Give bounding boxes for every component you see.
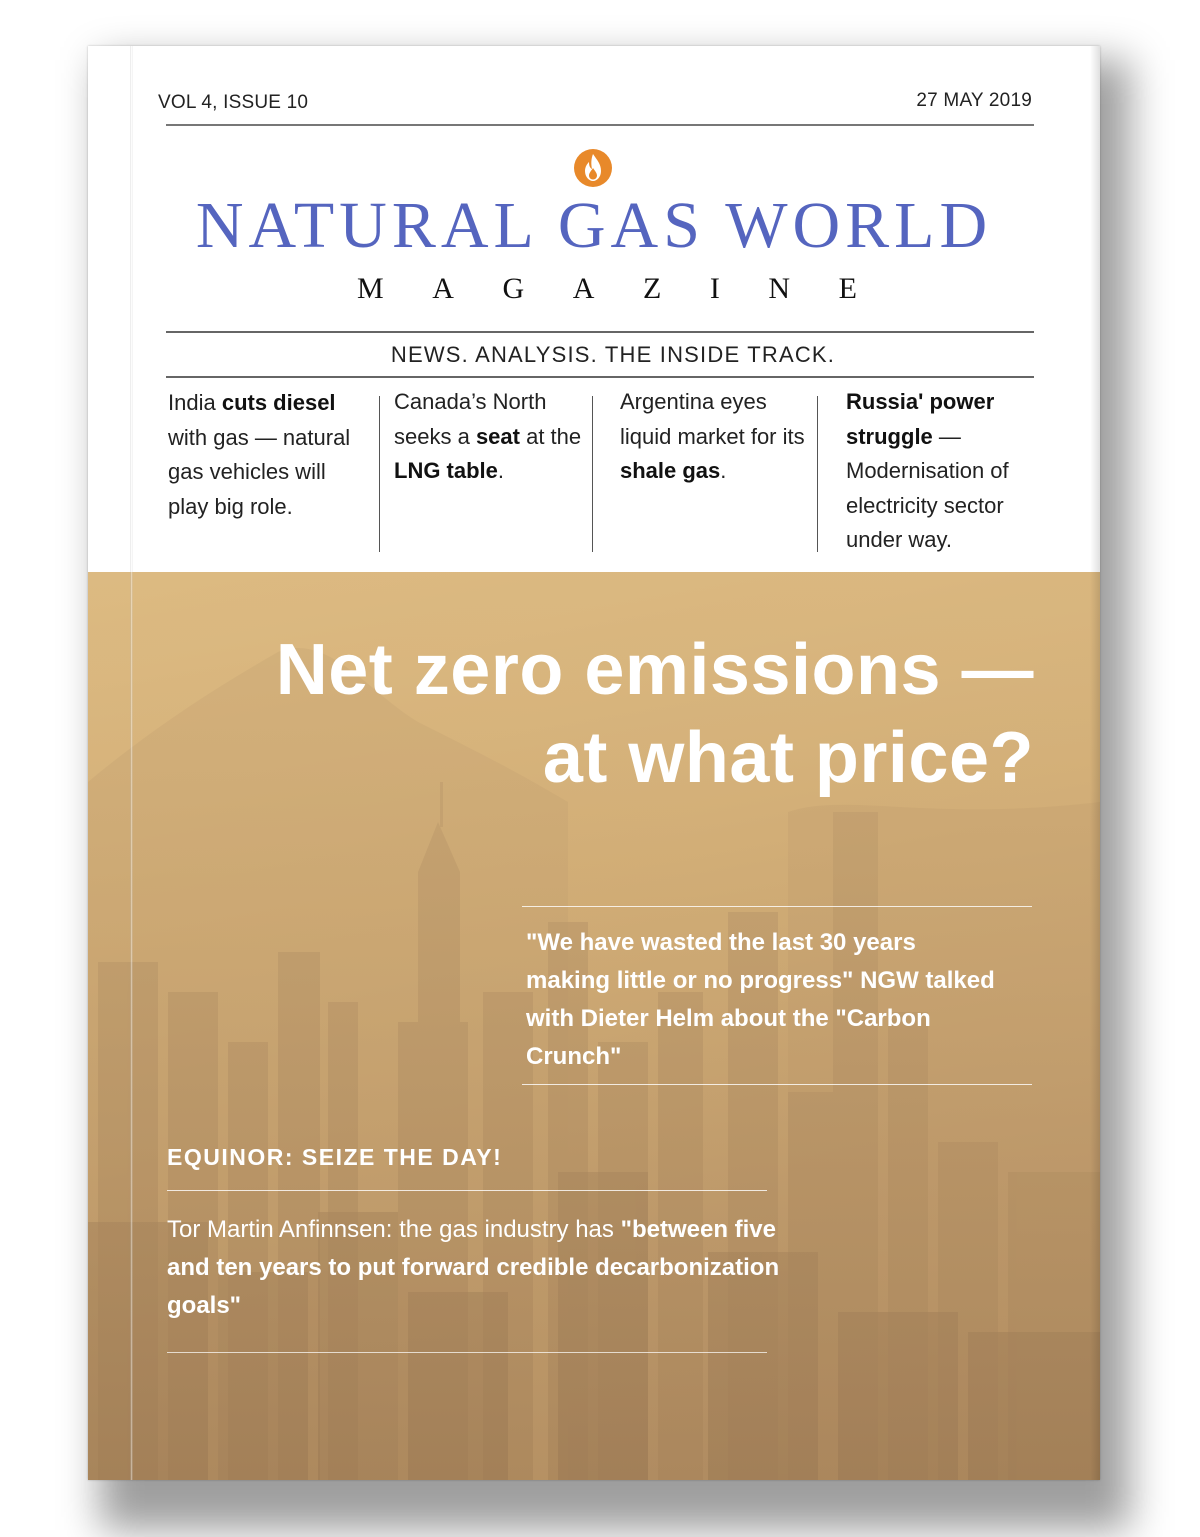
teaser-text: — Modernisation of electricity sector under way. — [846, 423, 1009, 552]
subtitle-letter: A — [572, 272, 595, 305]
teaser-text: . — [720, 458, 727, 483]
subtitle-letter: E — [838, 272, 857, 305]
secondary-text-lead: Tor Martin Anfinnsen: the gas industry has — [167, 1216, 614, 1243]
cover-headline[interactable]: Net zero emissions — at what price? — [275, 630, 1034, 798]
issue-number: VOL 4, ISSUE 10 — [158, 92, 309, 113]
magazine-cover — [88, 46, 1100, 1480]
teaser-text-bold: shale gas — [620, 458, 721, 483]
teaser-text-bold: LNG table — [394, 458, 498, 483]
teaser-text: India — [168, 390, 222, 415]
teaser-text: Argentina eyes liquid market for its — [620, 389, 805, 449]
secondary-text[interactable] — [167, 1211, 787, 1325]
teaser-text-bold: Russia' power struggle — [846, 389, 995, 449]
column-divider — [379, 396, 380, 552]
tagline-divider-top — [166, 331, 1034, 333]
subtitle-letter: Z — [642, 272, 662, 305]
subtitle-letter: M — [357, 272, 384, 305]
page-edge — [1090, 46, 1100, 1480]
subtitle-letter: I — [709, 272, 720, 305]
teaser-argentina[interactable] — [620, 385, 810, 489]
quote-divider-top — [522, 906, 1032, 907]
column-divider — [817, 396, 818, 552]
teaser-russia[interactable] — [846, 385, 1046, 558]
teaser-canada[interactable] — [394, 385, 584, 489]
subtitle-letter: G — [502, 272, 525, 305]
subtitle-letter: N — [768, 272, 791, 305]
teaser-text: at the — [519, 423, 582, 449]
secondary-divider-bottom — [167, 1352, 767, 1353]
teaser-text: Canada’s North seeks a — [394, 389, 547, 449]
tagline: NEWS. ANALYSIS. THE INSIDE TRACK. — [390, 342, 836, 367]
cover-quote[interactable]: "We have wasted the last 30 years making little or no progress" NGW talked with Dieter Helm about the "Carbon Crunch" — [526, 929, 995, 1070]
secondary-text-bold: "between five and ten years to put forward credible decarbonization goals" — [167, 1216, 780, 1319]
teaser-text: with gas — natural gas vehicles will play big role. — [168, 424, 351, 519]
subtitle-letter: A — [432, 272, 454, 305]
magazine-subtitle — [357, 272, 857, 306]
teaser-text-bold: cuts diesel — [221, 390, 336, 415]
issue-date: 27 MAY 2019 — [916, 90, 1032, 111]
secondary-heading[interactable]: EQUINOR: SEIZE THE DAY! — [167, 1144, 503, 1170]
secondary-divider-top — [167, 1190, 767, 1191]
magazine-title: NATURAL GAS WORLD — [195, 189, 993, 262]
spine-fold — [130, 46, 133, 1480]
column-divider — [592, 396, 593, 552]
teaser-india[interactable] — [168, 386, 368, 524]
top-divider — [166, 124, 1034, 126]
teaser-text: . — [497, 458, 505, 483]
tagline-divider-bottom — [166, 376, 1034, 378]
flame-icon — [573, 146, 613, 190]
quote-divider-bottom — [522, 1084, 1032, 1085]
teaser-text-bold: seat — [475, 423, 520, 449]
